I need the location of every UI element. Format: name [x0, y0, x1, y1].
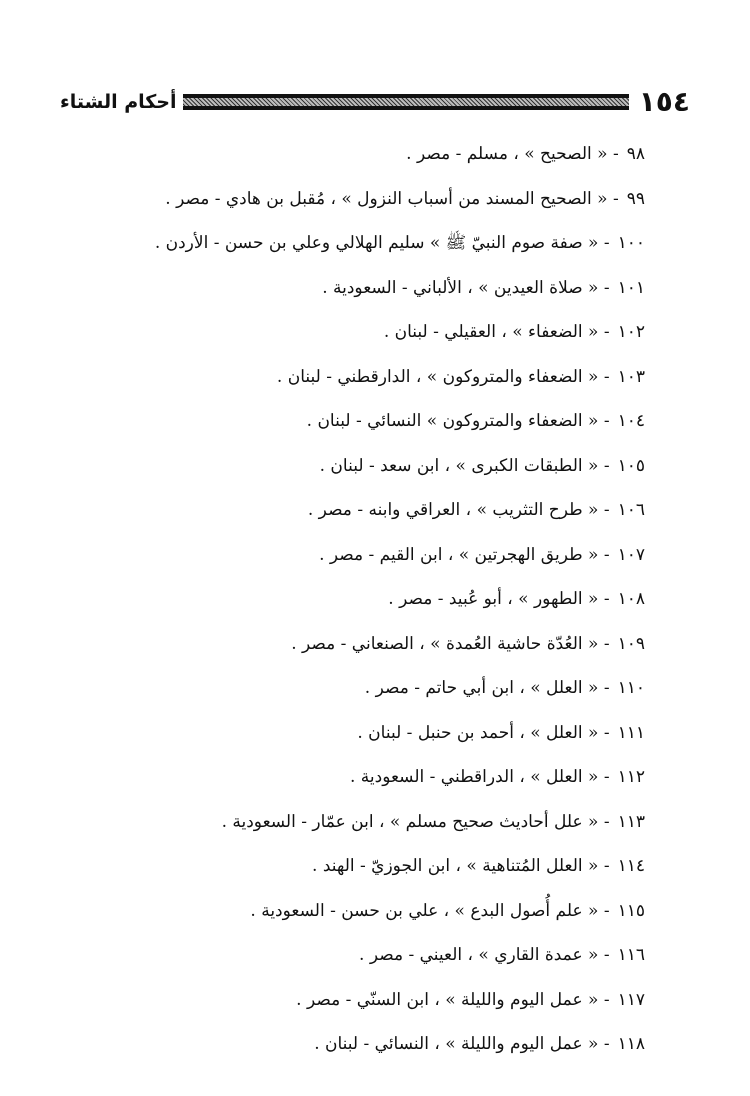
entry-number: ١٠٧ [617, 544, 645, 565]
list-item [65, 711, 645, 756]
entry-text: - « الضعفاء والمتروكون » ، الدارقطني - لبنان . [276, 366, 610, 387]
entry-number: ١٠٨ [617, 589, 645, 609]
entry-text: - « العلل » ، أحمد بن حنبل - لبنان . [357, 722, 610, 743]
page-number: ١٥٤ [638, 85, 690, 118]
entry-text: - « عمل اليوم والليلة » ، النسائي - لبنان . [314, 1034, 610, 1054]
list-item [65, 444, 645, 489]
entry-number: ١١٣ [617, 811, 645, 832]
entry-text: - « علل أحاديث صحيح مسلم » ، ابن عمّار - السعودية . [221, 811, 610, 832]
entry-number: ١٠١ [617, 277, 645, 298]
list-item [65, 622, 645, 667]
entry-number: ١١٢ [617, 767, 645, 787]
list-item [65, 355, 645, 400]
entry-text: - « صلاة العيدين » ، الألباني - السعودية . [322, 277, 610, 298]
list-item [65, 889, 645, 934]
entry-text: - « الضعفاء » ، العقيلي - لبنان . [383, 322, 610, 342]
entry-number: ١٠٠ [617, 233, 645, 253]
entry-number: ١١١ [617, 722, 645, 743]
header-rule [183, 94, 629, 110]
entry-text: - « عمدة القاري » ، العيني - مصر . [359, 945, 610, 965]
entry-text: - « الصحيح المسند من أسباب النزول » ، مُقبل بن هادي - مصر . [165, 188, 619, 209]
list-item [65, 132, 645, 177]
list-item [65, 310, 645, 355]
reference-list [65, 132, 645, 1067]
list-item [65, 577, 645, 622]
entry-number: ١٠٢ [617, 322, 645, 342]
entry-number: ١٠٩ [617, 633, 645, 654]
entry-text: - « العلل » ، ابن أبي حاتم - مصر . [364, 678, 610, 698]
entry-number: ١١٦ [617, 945, 645, 965]
page-header [60, 82, 690, 122]
entry-number: ١١٨ [617, 1034, 645, 1054]
entry-text: - « صفة صوم النبيّ ﷺ » سليم الهلالي وعلي بن حسن - الأردن . [154, 233, 610, 253]
list-item [65, 488, 645, 533]
entry-text: - « الضعفاء والمتروكون » النسائي - لبنان . [306, 411, 610, 431]
entry-number: ٩٩ [626, 188, 645, 209]
list-item [65, 221, 645, 266]
entry-number: ١٠٥ [617, 455, 645, 476]
entry-number: ١١٠ [617, 678, 645, 698]
entry-text: - « الصحيح » ، مسلم - مصر . [406, 144, 619, 164]
entry-text: - « طرح التثريب » ، العراقي وابنه - مصر . [307, 500, 610, 520]
list-item [65, 978, 645, 1023]
list-item [65, 399, 645, 444]
entry-number: ١٠٤ [617, 411, 645, 431]
list-item [65, 844, 645, 889]
entry-text: - « طريق الهجرتين » ، ابن القيم - مصر . [319, 544, 610, 565]
entry-number: ١١٥ [617, 900, 645, 921]
list-item [65, 800, 645, 845]
entry-text: - « عمل اليوم والليلة » ، ابن السنّي - مصر . [296, 989, 610, 1010]
entry-number: ١٠٣ [617, 366, 645, 387]
list-item [65, 266, 645, 311]
entry-number: ٩٨ [626, 144, 645, 164]
entry-number: ١١٧ [617, 989, 645, 1010]
entry-text: - « الطهور » ، أبو عُبيد - مصر . [388, 589, 610, 609]
book-title: أحكام الشتاء [60, 91, 177, 113]
entry-text: - « علم أُصول البدع » ، علي بن حسن - السعودية . [250, 900, 610, 921]
list-item [65, 1022, 645, 1067]
entry-text: - « الطبقات الكبرى » ، ابن سعد - لبنان . [319, 455, 610, 476]
entry-number: ١٠٦ [617, 500, 645, 520]
entry-number: ١١٤ [617, 856, 645, 876]
list-item [65, 533, 645, 578]
entry-text: - « العلل » ، الدراقطني - السعودية . [349, 767, 610, 787]
list-item [65, 177, 645, 222]
entry-text: - « العلل المُتناهية » ، ابن الجوزيّ - الهند . [312, 856, 610, 876]
entry-text: - « العُدّة حاشية العُمدة » ، الصنعاني - مصر . [291, 633, 610, 654]
list-item [65, 755, 645, 800]
list-item [65, 666, 645, 711]
list-item [65, 933, 645, 978]
